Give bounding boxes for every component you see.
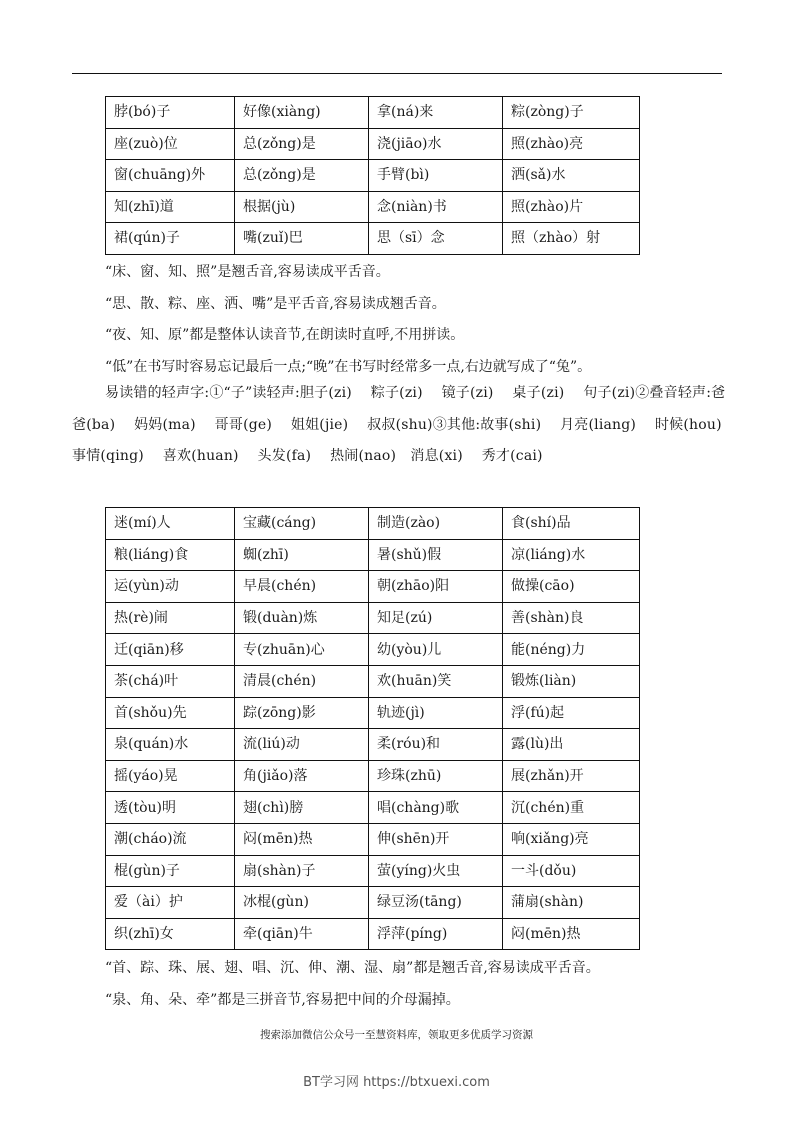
table-cell: 棍(gùn)子 xyxy=(106,855,235,887)
table-cell: 首(shǒu)先 xyxy=(106,697,235,729)
table-cell: 锻(duàn)炼 xyxy=(235,602,369,634)
table-cell: 嘴(zuǐ)巴 xyxy=(235,223,369,255)
note-paragraph: “低”在书写时容易忘记最后一点;“晚”在书写时经常多一点,右边就写成了“兔”。 xyxy=(105,358,592,375)
table-cell: 响(xiǎng)亮 xyxy=(503,823,640,855)
table-cell: 运(yùn)动 xyxy=(106,571,235,603)
header-rule xyxy=(72,73,722,74)
table-cell: 清晨(chén) xyxy=(235,665,369,697)
table-row xyxy=(106,697,640,729)
note-paragraph: “首、踪、珠、展、翅、唱、沉、伸、潮、湿、扇”都是翘舌音,容易读成平舌音。 xyxy=(105,960,600,976)
table-cell: 茶(chá)叶 xyxy=(106,665,235,697)
table-row xyxy=(106,918,640,950)
table-cell: 好像(xiàng) xyxy=(235,97,369,129)
table-cell: 暑(shǔ)假 xyxy=(369,539,503,571)
footer-note: 搜索添加微信公众号一至慧资料库，领取更多优质学习资源 xyxy=(260,1029,533,1041)
table-cell: 念(niàn)书 xyxy=(369,191,503,223)
table-cell: 珍珠(zhū) xyxy=(369,760,503,792)
table-cell: 善(shàn)良 xyxy=(503,602,640,634)
table-cell: 食(shí)品 xyxy=(503,508,640,540)
table-cell: 踪(zōng)影 xyxy=(235,697,369,729)
table-row xyxy=(106,729,640,761)
table-cell: 织(zhī)女 xyxy=(106,918,235,950)
table-cell: 照(zhào)亮 xyxy=(503,128,640,160)
table-row xyxy=(106,887,640,919)
table-cell: 迁(qiān)移 xyxy=(106,634,235,666)
table-row xyxy=(106,97,640,129)
watermark: BT学习网 https://btxuexi.com xyxy=(303,1075,490,1090)
table-cell: 一斗(dǒu) xyxy=(503,855,640,887)
table-cell: 迷(mí)人 xyxy=(106,508,235,540)
table-cell: 宝藏(cáng) xyxy=(235,508,369,540)
table-cell: 流(liú)动 xyxy=(235,729,369,761)
table-cell: 萤(yíng)火虫 xyxy=(369,855,503,887)
table-cell: 拿(ná)来 xyxy=(369,97,503,129)
table-cell: 牵(qiān)牛 xyxy=(235,918,369,950)
table-cell: 窗(chuāng)外 xyxy=(106,160,235,192)
table-cell: 根据(jù) xyxy=(235,191,369,223)
table-cell: 摇(yáo)晃 xyxy=(106,760,235,792)
table-cell: 泉(quán)水 xyxy=(106,729,235,761)
table-cell: 手臂(bì) xyxy=(369,160,503,192)
table-cell: 思（sī）念 xyxy=(369,223,503,255)
table-cell: 早晨(chén) xyxy=(235,571,369,603)
table-cell: 能(néng)力 xyxy=(503,634,640,666)
table-cell: 制造(zào) xyxy=(369,508,503,540)
table-cell: 裙(qún)子 xyxy=(106,223,235,255)
table-cell: 蒲扇(shàn) xyxy=(503,887,640,919)
table-cell: 粽(zòng)子 xyxy=(503,97,640,129)
note-paragraph: “泉、角、朵、牵”都是三拼音节,容易把中间的介母漏掉。 xyxy=(105,991,460,1008)
table-cell: 闷(mēn)热 xyxy=(503,918,640,950)
table-cell: 浇(jiāo)水 xyxy=(369,128,503,160)
table-cell: 欢(huān)笑 xyxy=(369,665,503,697)
table-cell: 角(jiǎo)落 xyxy=(235,760,369,792)
table-cell: 锻炼(liàn) xyxy=(503,665,640,697)
table-cell: 浮(fú)起 xyxy=(503,697,640,729)
table-cell: 凉(liáng)水 xyxy=(503,539,640,571)
table-cell: 粮(liáng)食 xyxy=(106,539,235,571)
table-cell: 闷(mēn)热 xyxy=(235,823,369,855)
table-row xyxy=(106,223,640,255)
note-paragraph: “思、散、粽、座、洒、嘴”是平舌音,容易读成翘舌音。 xyxy=(105,295,446,312)
table-row xyxy=(106,539,640,571)
table-cell: 透(tòu)明 xyxy=(106,792,235,824)
table-cell: 潮(cháo)流 xyxy=(106,823,235,855)
note-paragraph: “床、窗、知、照”是翘舌音,容易读成平舌音。 xyxy=(105,264,390,280)
table-cell: 做操(cāo) xyxy=(503,571,640,603)
table-row xyxy=(106,191,640,223)
table-row xyxy=(106,160,640,192)
table-cell: 照（zhào）射 xyxy=(503,223,640,255)
table-cell: 沉(chén)重 xyxy=(503,792,640,824)
table-cell: 脖(bó)子 xyxy=(106,97,235,129)
table-cell: 露(lù)出 xyxy=(503,729,640,761)
table-cell: 浮萍(píng) xyxy=(369,918,503,950)
table-cell: 扇(shàn)子 xyxy=(235,855,369,887)
table-cell: 总(zǒng)是 xyxy=(235,128,369,160)
table-row xyxy=(106,855,640,887)
table-cell: 座(zuò)位 xyxy=(106,128,235,160)
table-cell: 热(rè)闹 xyxy=(106,602,235,634)
table-row xyxy=(106,665,640,697)
table-cell: 蜘(zhī) xyxy=(235,539,369,571)
table-row xyxy=(106,792,640,824)
pinyin-table-1 xyxy=(105,96,640,255)
table-cell: 洒(sǎ)水 xyxy=(503,160,640,192)
table-cell: 翅(chì)膀 xyxy=(235,792,369,824)
table-row xyxy=(106,128,640,160)
table-row xyxy=(106,760,640,792)
table-cell: 知(zhī)道 xyxy=(106,191,235,223)
note-paragraph: “夜、知、原”都是整体认读音节,在朗读时直呼,不用拼读。 xyxy=(105,327,465,343)
table-row xyxy=(106,823,640,855)
notes-section-1 xyxy=(72,257,732,383)
table-cell: 柔(róu)和 xyxy=(369,729,503,761)
table-cell: 幼(yòu)儿 xyxy=(369,634,503,666)
table-row xyxy=(106,508,640,540)
table-cell: 伸(shēn)开 xyxy=(369,823,503,855)
table-cell: 绿豆汤(tāng) xyxy=(369,887,503,919)
table-cell: 展(zhǎn)开 xyxy=(503,760,640,792)
table-cell: 总(zǒng)是 xyxy=(235,160,369,192)
table-row xyxy=(106,634,640,666)
table-cell: 知足(zú) xyxy=(369,602,503,634)
notes-section-2 xyxy=(72,953,732,1016)
table-cell: 冰棍(gùn) xyxy=(235,887,369,919)
pinyin-table-2 xyxy=(105,507,640,950)
table-cell: 朝(zhāo)阳 xyxy=(369,571,503,603)
table-cell: 照(zhào)片 xyxy=(503,191,640,223)
table-cell: 轨迹(jì) xyxy=(369,697,503,729)
neutral-tone-paragraph: 易读错的轻声字:①“子”读轻声:胆子(zi) 粽子(zi) 镜子(zi) 桌子(zi) 句子(zi)②叠音轻声:爸爸(ba) 妈妈(ma) 哥哥(ge) 姐姐(jie) 叔叔(shu)③其他:故事(shi) 月亮(liang) 时候(hou) 事情(qing) 喜欢(huan) 头发(fa) 热闹(nao) 消息(xi) 秀才(cai) xyxy=(72,385,741,464)
table-row xyxy=(106,571,640,603)
table-cell: 爱（ài）护 xyxy=(106,887,235,919)
table-cell: 专(zhuān)心 xyxy=(235,634,369,666)
table-row xyxy=(106,602,640,634)
table-cell: 唱(chàng)歌 xyxy=(369,792,503,824)
